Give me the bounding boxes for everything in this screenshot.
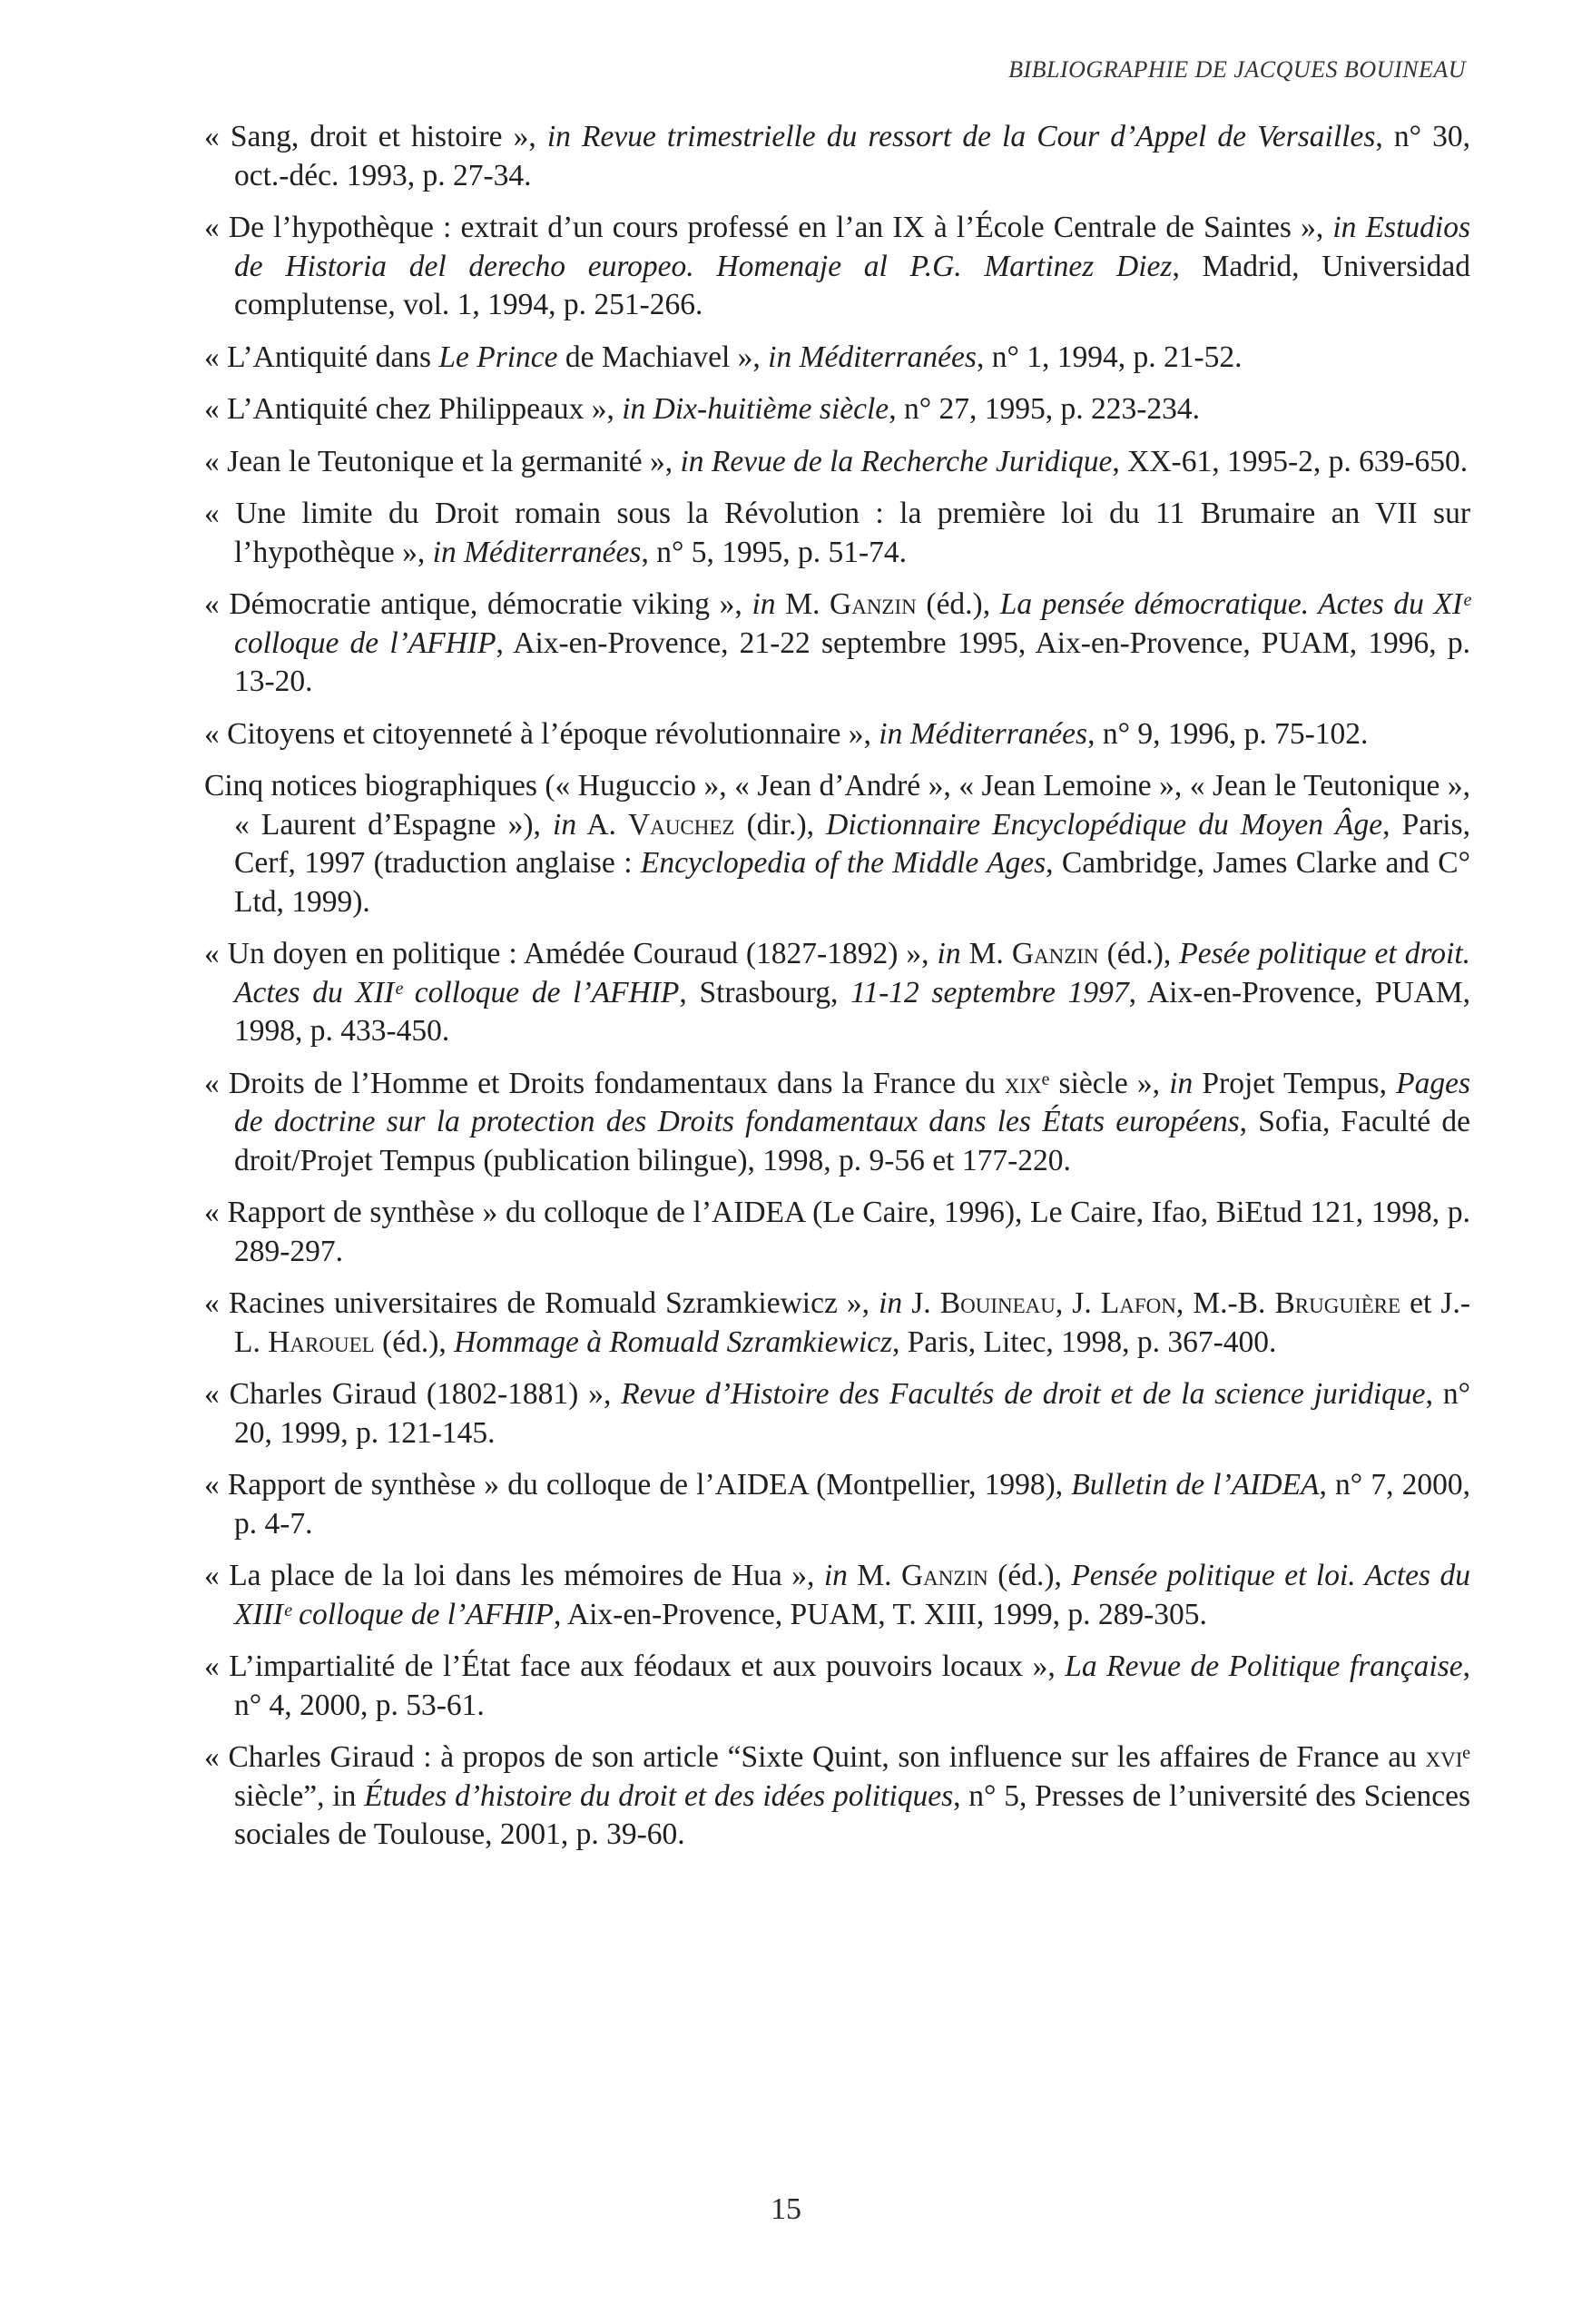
bibliography-entry	[204, 1194, 1470, 1271]
entry-text-segment: « Démocratie antique, démocratie viking »,	[204, 587, 752, 621]
entry-text-segment: , n° 20, 1999, p. 121-145.	[234, 1377, 1471, 1450]
entry-title-segment: 11-12 septembre 1997	[850, 975, 1129, 1009]
entry-text-segment: ᵉ siècle »,	[1041, 1066, 1170, 1100]
entry-title-segment: in	[553, 807, 577, 842]
entry-text-segment: , Aix-en-Provence, 21-22 septembre 1995, Aix-en-Provence, PUAM, 1996, p. 13-20.	[234, 625, 1470, 698]
entry-text-segment: M.	[847, 1559, 901, 1592]
entry-title-segment: in Méditerranées	[432, 535, 642, 569]
entry-title-segment: Encyclopedia of the Middle Ages	[640, 846, 1046, 880]
bibliography-entry	[204, 339, 1470, 378]
author-name-segment: Vauchez	[628, 807, 735, 842]
entry-text-segment: , n° 7, 2000, p. 4-7.	[234, 1468, 1470, 1541]
entry-title-segment: Études d’histoire du droit et des idées politiques	[364, 1778, 954, 1813]
entry-text-segment: , n° 4, 2000, p. 53-61.	[234, 1649, 1470, 1722]
bibliography-entry	[204, 767, 1470, 921]
entry-text-segment: ᵉ siècle”, in	[234, 1740, 1470, 1813]
entry-text-segment: M.	[775, 587, 830, 621]
entry-text-segment: (éd.),	[987, 1559, 1072, 1592]
entry-title-segment: in Méditerranées	[879, 716, 1088, 751]
entry-text-segment: « Charles Giraud : à propos de son article “Sixte Quint, son influence sur les affaires de France au	[204, 1740, 1426, 1774]
bibliography-entry	[204, 390, 1470, 429]
entry-title-segment: in Méditerranées	[768, 340, 977, 374]
entry-title-segment: in Revue de la Recherche Juridique	[680, 444, 1113, 478]
entry-text-segment: , M.-B.	[1175, 1286, 1275, 1320]
entry-text-segment: Projet Tempus,	[1193, 1066, 1397, 1100]
bibliography-entry	[204, 1065, 1470, 1181]
entry-text-segment: , XX-61, 1995-2, p. 639-650.	[1112, 444, 1469, 478]
author-name-segment: xix	[1004, 1066, 1042, 1100]
entry-text-segment: , n° 27, 1995, p. 223-234.	[889, 392, 1200, 426]
entry-text-segment: « Sang, droit et histoire »,	[204, 120, 547, 153]
entry-text-segment: , n° 30, oct.-déc. 1993, p. 27-34.	[234, 120, 1470, 192]
entry-text-segment: (éd.),	[1098, 937, 1180, 970]
entry-text-segment: A.	[576, 807, 629, 842]
bibliography-entry	[204, 586, 1470, 702]
entry-text-segment: « Jean le Teutonique et la germanité »,	[204, 444, 681, 478]
author-name-segment: Ganzin	[900, 1559, 988, 1592]
running-header: BIBLIOGRAPHIE DE JACQUES BOUINEAU	[1008, 56, 1466, 83]
entry-title-segment: La pensée démocratique. Actes du XIᵉ colloque de l’AFHIP	[234, 587, 1470, 660]
entry-text-segment: « Citoyens et citoyenneté à l’époque révolutionnaire »,	[204, 716, 879, 751]
entry-title-segment: in Estudios de Historia del derecho europeo. Homenaje al P.G. Martinez Diez	[234, 211, 1470, 283]
entry-text-segment: « Un doyen en politique : Amédée Couraud (1827-1892) »,	[204, 937, 938, 970]
entry-title-segment: in	[823, 1559, 848, 1592]
entry-text-segment: , Aix-en-Provence, PUAM, T. XIII, 1999, p. 289-305.	[554, 1597, 1207, 1631]
entry-text-segment: et J.-L.	[234, 1286, 1470, 1359]
author-name-segment: Bruguière	[1274, 1286, 1401, 1320]
entry-text-segment: , n° 5, 1995, p. 51-74.	[641, 535, 907, 569]
entry-text-segment: « L’impartialité de l’État face aux féodaux et aux pouvoirs locaux »,	[204, 1649, 1066, 1683]
entry-text-segment: , n° 9, 1996, p. 75-102.	[1087, 716, 1369, 751]
entry-text-segment: Cinq notices biographiques (« Huguccio », « Jean d’André », « Jean Lemoine », « Jean le Teutonique », « Laurent d’Espagne »),	[204, 769, 1470, 842]
bibliography-entry	[204, 118, 1470, 195]
entry-title-segment: Bulletin de l’AIDEA	[1071, 1468, 1320, 1502]
entry-text-segment: « Une limite du Droit romain sous la Révolution : la première loi du 11 Brumaire an VII sur l’hypothèque »,	[204, 497, 1470, 569]
entry-title-segment: in	[879, 1286, 903, 1320]
entry-text-segment: , Sofia, Faculté de droit/Projet Tempus (publication bilingue), 1998, p. 9-56 et 177-220.	[234, 1105, 1471, 1177]
entry-title-segment: Pages de doctrine sur la protection des Droits fondamentaux dans les États européens	[234, 1066, 1470, 1138]
entry-text-segment: (dir.),	[734, 807, 827, 842]
entry-text-segment: « Rapport de synthèse » du colloque de l’AIDEA (Montpellier, 1998),	[204, 1468, 1072, 1502]
bibliography-entry	[204, 1466, 1470, 1543]
entry-title-segment: Le Prince	[438, 340, 558, 374]
bibliography-entry	[204, 443, 1470, 482]
entry-text-segment: « Rapport de synthèse » du colloque de l’AIDEA (Le Caire, 1996), Le Caire, Ifao, BiEtud 121, 1998, p. 289-297.	[204, 1196, 1470, 1268]
entry-title-segment: Pensée politique et loi. Actes du XIIIᵉ colloque de l’AFHIP	[234, 1559, 1470, 1631]
entry-text-segment: « L’Antiquité dans	[204, 340, 439, 374]
entry-text-segment: , Paris, Litec, 1998, p. 367-400.	[892, 1324, 1277, 1359]
entry-text-segment: de Machiavel »,	[557, 340, 769, 374]
entry-title-segment: Dictionnaire Encyclopédique du Moyen Âge	[826, 807, 1383, 842]
entry-text-segment: « L’Antiquité chez Philippeaux »,	[204, 392, 623, 426]
author-name-segment: Ganzin	[830, 587, 917, 621]
entry-text-segment: , Cambridge, James Clarke and C° Ltd, 1999).	[234, 846, 1470, 919]
entry-text-segment: , Aix-en-Provence, PUAM, 1998, p. 433-450.	[234, 975, 1471, 1048]
entry-text-segment: , Madrid, Universidad complutense, vol. 1, 1994, p. 251-266.	[234, 249, 1470, 321]
entry-text-segment: M.	[960, 937, 1012, 970]
entry-text-segment: « Charles Giraud (1802-1881) »,	[204, 1377, 622, 1411]
entry-title-segment: Pesée politique et droit. Actes du XIIᵉ colloque de l’AFHIP	[234, 937, 1471, 1009]
bibliography-entry	[204, 1375, 1470, 1452]
entry-title-segment: in Dix-huitième siècle	[622, 392, 889, 426]
bibliography-entry	[204, 1738, 1470, 1855]
author-name-segment: xvi	[1425, 1740, 1463, 1774]
entry-text-segment: J.	[902, 1286, 940, 1320]
author-name-segment: Bouineau	[939, 1286, 1056, 1320]
entry-title-segment: in Revue trimestrielle du ressort de la Cour d’Appel de Versailles	[546, 120, 1376, 153]
bibliography-entry	[204, 495, 1470, 572]
entry-text-segment: , n° 1, 1994, p. 21-52.	[976, 340, 1243, 374]
entry-text-segment: (éd.),	[374, 1324, 455, 1359]
entry-title-segment: in	[1169, 1066, 1194, 1100]
author-name-segment: Harouel	[268, 1324, 375, 1359]
entry-title-segment: La Revue de Politique française	[1065, 1649, 1463, 1683]
entry-text-segment: , n° 5, Presses de l’université des Sciences sociales de Toulouse, 2001, p. 39-60.	[234, 1778, 1470, 1851]
entry-title-segment: Hommage à Romuald Szramkiewicz	[454, 1324, 893, 1359]
bibliography-entry	[204, 1648, 1470, 1725]
entry-title-segment: in	[752, 587, 776, 621]
bibliography-list	[204, 118, 1470, 1868]
author-name-segment: Lafon	[1100, 1286, 1176, 1320]
entry-text-segment: (éd.),	[916, 587, 1000, 621]
entry-title-segment: in	[937, 937, 961, 970]
bibliography-entry	[204, 209, 1470, 325]
entry-text-segment: « Droits de l’Homme et Droits fondamentaux dans la France du	[204, 1066, 1005, 1100]
entry-title-segment: Revue d’Histoire des Facultés de droit et de la science juridique	[621, 1377, 1426, 1411]
entry-text-segment: « Racines universitaires de Romuald Szramkiewicz »,	[204, 1286, 879, 1320]
entry-text-segment: , J.	[1055, 1286, 1101, 1320]
author-name-segment: Ganzin	[1011, 937, 1099, 970]
bibliography-entry	[204, 935, 1470, 1051]
entry-text-segment: « La place de la loi dans les mémoires de Hua »,	[204, 1559, 824, 1592]
entry-text-segment: , Strasbourg,	[679, 975, 851, 1009]
entry-text-segment: « De l’hypothèque : extrait d’un cours professé en l’an IX à l’École Centrale de Saintes »,	[204, 211, 1333, 244]
page-number: 15	[771, 2192, 801, 2226]
bibliography-entry	[204, 1285, 1470, 1362]
bibliography-entry	[204, 1557, 1470, 1634]
entry-text-segment: , Paris, Cerf, 1997 (traduction anglaise :	[234, 807, 1470, 880]
bibliography-entry	[204, 715, 1470, 754]
